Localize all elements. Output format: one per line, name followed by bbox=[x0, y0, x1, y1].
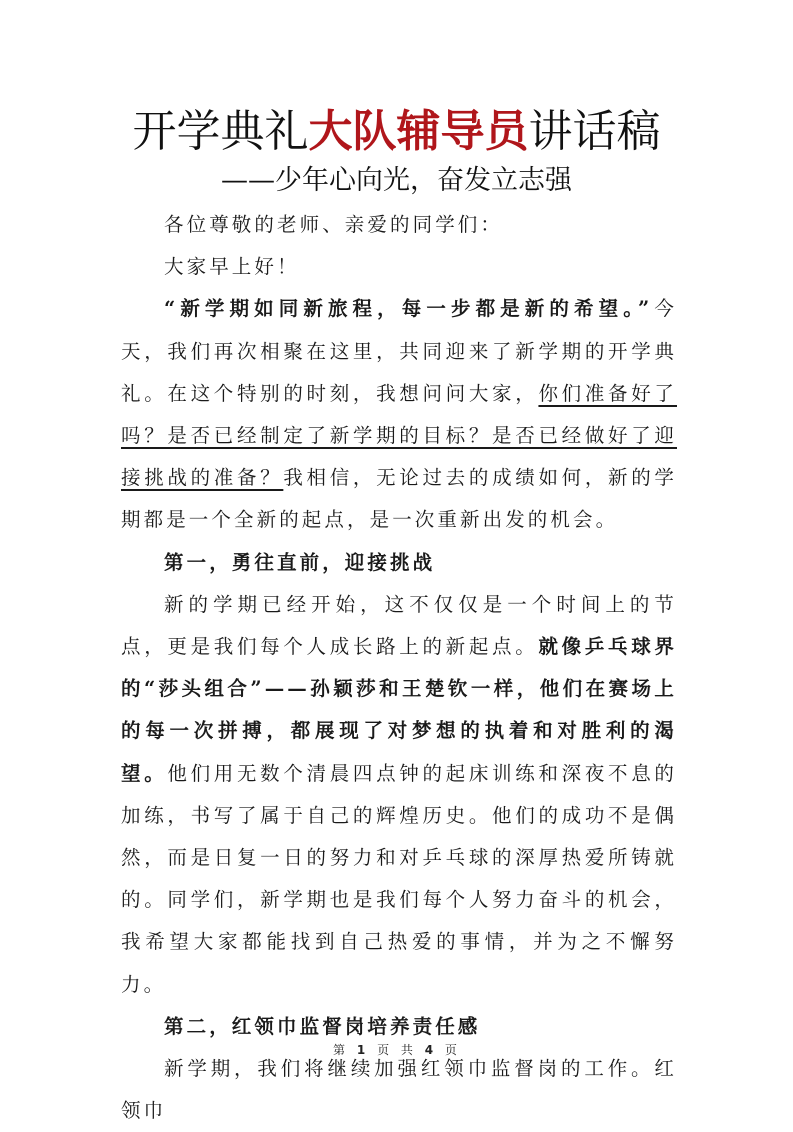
section1-text-a: 新的学期已经开始，这不仅仅是一个时间上的节点，更是我们每个人成长路上的新起点。 bbox=[121, 592, 677, 659]
section1-text-b: 他们用无数个清晨四点钟的起床训练和深夜不息的加练，书写了属于自己的辉煌历史。他们的成功不是偶然，而是日复一日的努力和对乒乓球的深厚热爱所铸就的。同学们，新学期也是我们每个人努力奋斗的机会，我希望大家都能找到自己热爱的事情，并为之不懈努力。 bbox=[121, 761, 678, 996]
document-title bbox=[0, 104, 793, 160]
bold-quote: “新学期如同新旅程，每一步都是新的希望。” bbox=[164, 297, 653, 321]
current-page: 1 bbox=[356, 1043, 369, 1057]
title-suffix: 讲话稿 bbox=[528, 106, 661, 157]
section-heading-1: 第一，勇往直前，迎接挑战 bbox=[164, 550, 436, 574]
greeting: 大家早上好！ bbox=[164, 255, 300, 279]
salutation: 各位尊敬的老师、亲爱的同学们： bbox=[164, 213, 504, 236]
footer-middle: 页 共 bbox=[377, 1043, 416, 1057]
footer-prefix: 第 bbox=[333, 1043, 349, 1057]
section2-paragraph: 新学期，我们将继续加强红领巾监督岗的工作。红领巾 bbox=[121, 1057, 677, 1123]
section1-bold: 就像乒乓球界的“莎头组合”——孙颖莎和王楚钦一样，他们在赛场上的每一次拼搏，都展现了对梦想的执着和对胜利的渴望。 bbox=[121, 635, 677, 785]
document-body bbox=[121, 204, 677, 1132]
section1-paragraph bbox=[121, 584, 677, 1006]
paragraph-intro bbox=[121, 288, 677, 541]
title-accent: 大队辅导员 bbox=[308, 106, 529, 157]
footer-suffix: 页 bbox=[444, 1043, 460, 1057]
section-heading-2: 第二，红领巾监督岗培养责任感 bbox=[164, 1014, 481, 1038]
document-subtitle: ——少年心向光，奋发立志强 bbox=[221, 165, 572, 196]
underlined-questions: 你们准备好了吗？是否已经制定了新学期的目标？是否已经做好了迎接挑战的准备？ bbox=[121, 381, 677, 490]
intro-text-b: 我相信，无论过去的成绩如何，新的学期都是一个全新的起点，是一次重新出发的机会。 bbox=[121, 466, 678, 532]
title-prefix: 开学典礼 bbox=[132, 106, 309, 157]
total-pages: 4 bbox=[424, 1043, 437, 1057]
page-footer bbox=[0, 1041, 793, 1058]
intro-text-a: 今天，我们再次相聚在这里，共同迎来了新学期的开学典礼。在这个特别的时刻，我想问问大家， bbox=[121, 297, 677, 405]
